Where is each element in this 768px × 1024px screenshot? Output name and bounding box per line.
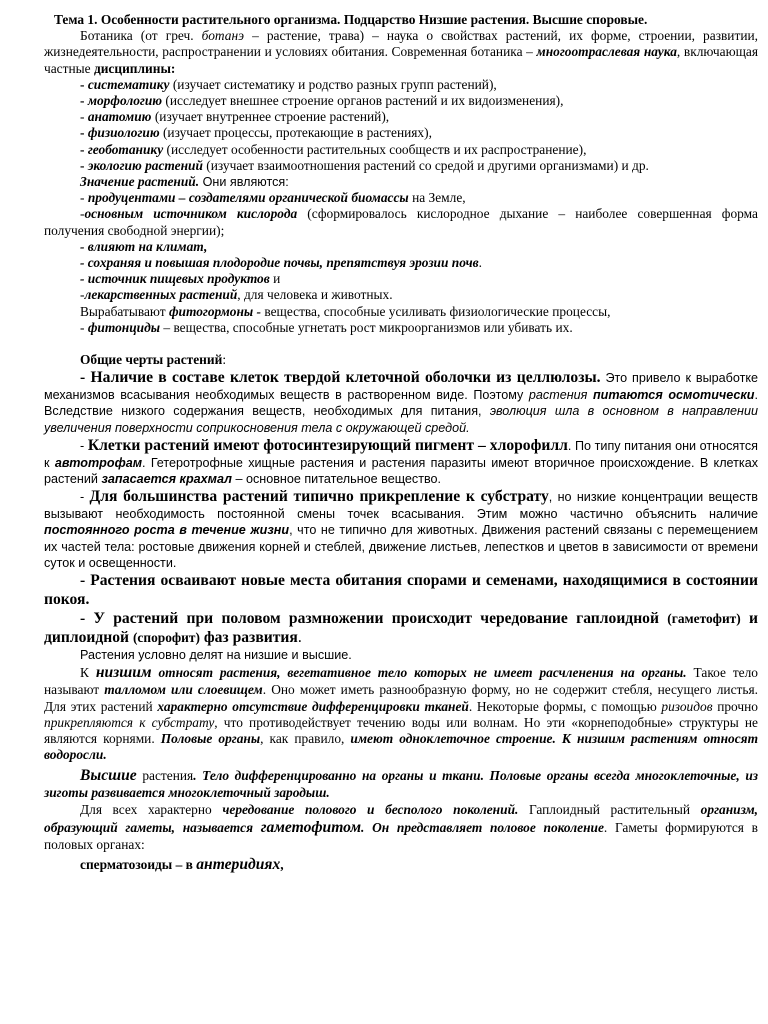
feature-3: - Для большинства растений типично прикрепление к субстрату, но низкие концентрации веществ вызывают необходимость постоянной смены точек всасывания. Этим можно частично объяснить наличие постоянного роста в течение жизни, что не типично для животных. Движения растений связаны с перемещением их частей тела: ростовые движения корней и стеблей, движение листьев, лепестков и цветов в зависимости от времени суток и освещенности. <box>44 488 758 570</box>
intro-text: – растение, трава) – наука о свойствах растений, их форме, строении, развитии, жизнедеятельности, распространении и условиях обитания. Современная ботаника – <box>44 28 758 60</box>
value-item: - влияют на климат, <box>80 238 208 254</box>
value-item: -лекарственных растений, для человека и животных. <box>80 287 393 303</box>
value-item: - сохраняя и повышая плодородие почвы, препятствуя эрозии почв. <box>80 255 482 271</box>
intro-text: , включающая частные <box>44 44 759 76</box>
discipline-item: - экологию растений (изучает взаимоотношения растений со средой и другими организмами) и др. <box>80 157 649 173</box>
discipline-term: морфологию <box>87 93 163 109</box>
value-item: Вырабатывают фитогормоны - вещества, способные усиливать физиологические процессы, <box>80 303 611 319</box>
division-text: Растения условно делят на низшие и высшие. <box>80 648 352 663</box>
feature-1: - Наличие в составе клеток твердой клеточной оболочки из целлюлозы. Это привело к выработке механизмов всасывания необходимых веществ в растворенном виде. Поэтому растения питаются осмотически. Вследствие низкого содержания веществ, необходимых для питания, эволюция шла в основном в направлении увеличения поверхности соприкосновения тела с окружающей средой. <box>44 369 758 435</box>
topic-title: Тема 1. Особенности растительного организма. Подцарство Низшие растения. Высшие споровые. <box>54 12 648 27</box>
intro-disciplines-label: дисциплины: <box>93 60 176 76</box>
disciplines-list <box>44 77 758 174</box>
intro-text: Ботаника (от греч. <box>80 28 202 44</box>
lower-plants-paragraph: К низшим относят растения, вегетативное тело которых не имеет расчленения на органы. Такое тело называют талломом или слоевищем. Оно может иметь разнообразную форму, но не содержит стебля, несущего листья. Для этих растений характерно отсутствие дифференцировки тканей. Некоторые формы, с помощью ризоидов прочно прикрепляются к субстрату, что противодействует течению воды или волнам. Но эти «корнеподобные» структуры не являются корнями. Половые органы, как правило, имеют одноклеточное строение. К низшим растениям относят водоросли. <box>44 664 759 763</box>
last-line: сперматозоиды – в антеридиях, <box>80 855 284 873</box>
feature-4: - Растения осваивают новые места обитания спорами и семенами, находящимися в состоянии покоя. <box>44 572 758 609</box>
intro-greek-word: ботанэ <box>201 28 244 44</box>
discipline-item: - физиологию (изучает процессы, протекающие в растениях), <box>80 125 432 141</box>
feature-2: - Клетки растений имеют фотосинтезирующий пигмент – хлорофилл. По типу питания они относятся к автотрофам. Гетеротрофные хищные растения и растения паразиты имеют вторичное происхождение. В клетках растений запасается крахмал – основное питательное вещество. <box>44 436 758 487</box>
higher-plants-paragraph: Высшие растения. Тело дифференцированно на органы и ткани. Половые органы всегда многоклеточные, из зиготы развивается многоклеточный зародыш. <box>44 767 759 801</box>
value-item: - источник пищевых продуктов и <box>80 271 281 287</box>
intro-emphasis: многоотраслевая наука <box>536 44 677 60</box>
value-item: -основным источником кислорода (сформировалось кислородное дыхание – наиболее совершенная форма получения свободной энергии); <box>44 206 758 238</box>
life-cycle-paragraph: Для всех характерно чередование полового и бесполого поколений. Гаплоидный растительный организм, образующий гаметы, называется гаметофитом. Он представляет половое поколение. Гаметы формируются в половых органах: <box>44 801 758 852</box>
common-features-section <box>44 352 758 647</box>
value-heading: Значение растений. Они являются: <box>80 174 289 190</box>
discipline-item: - геоботанику (исследует особенности растительных сообществ и их распространение), <box>80 141 587 157</box>
discipline-term: геоботанику <box>87 141 164 157</box>
value-item: - фитонциды – вещества, способные угнетать рост микроорганизмов или убивать их. <box>80 319 573 335</box>
discipline-term: экологию растений <box>87 157 203 173</box>
discipline-item: - систематику (изучает систематику и родство разных групп растений), <box>80 76 497 92</box>
value-item: - продуцентами – создателями органической биомассы на Земле, <box>80 190 466 206</box>
discipline-item: - анатомию (изучает внутреннее строение растений), <box>80 109 390 125</box>
plant-value-section <box>44 174 758 336</box>
feature-5: - У растений при половом размножении происходит чередование гаплоидной (гаметофит) и диплоидной (спорофит) фаз развития. <box>44 610 758 647</box>
discipline-term: систематику <box>87 76 170 92</box>
discipline-term: анатомию <box>87 109 152 125</box>
discipline-item: - морфологию (исследует внешнее строение органов растений и их видоизменения), <box>80 93 564 109</box>
discipline-term: физиологию <box>87 125 160 141</box>
features-heading: Общие черты растений: <box>80 352 227 368</box>
intro-paragraph <box>44 28 758 77</box>
